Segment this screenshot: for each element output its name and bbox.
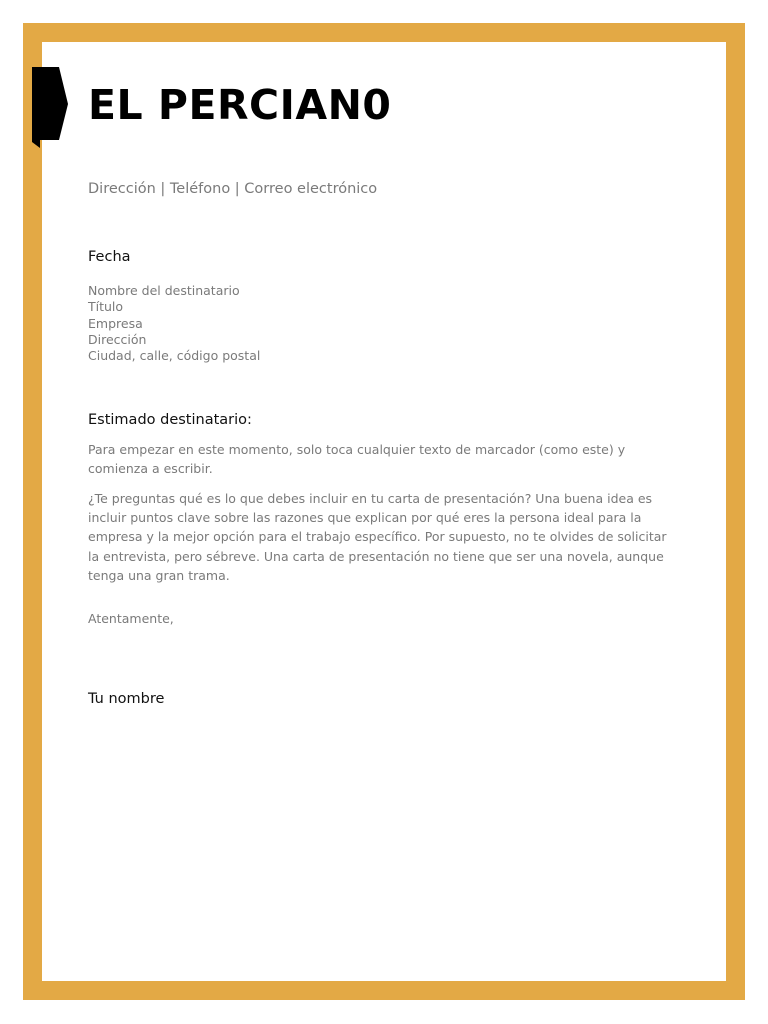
letter-date: Fecha	[88, 249, 131, 265]
bookmark-ribbon-icon	[32, 67, 68, 148]
closing-line: Atentamente,	[88, 611, 174, 626]
body-paragraph: ¿Te preguntas qué es lo que debes incluir en tu carta de presentación? Una buena idea es incluir puntos clave sobre las razones que explican por qué eres la persona ideal para la empresa y la mejor opción para el trabajo específico. Por supuesto, no te olvides de solicitar la entrevista, pero sébreve. Una carta de presentación no tiene que ser una novela, aunque tenga una gran trama.	[88, 491, 667, 583]
recipient-address-block	[88, 283, 260, 364]
recipient-title: Título	[88, 299, 124, 315]
signature-name: Tu nombre	[88, 691, 165, 707]
salutation: Estimado destinatario:	[88, 412, 252, 428]
recipient-name: Nombre del destinatario	[88, 283, 240, 298]
sender-name-heading: EL PERCIAN0	[88, 81, 392, 129]
recipient-company: Empresa	[88, 315, 143, 331]
contact-info-line: Dirección | Teléfono | Correo electrónico	[88, 181, 378, 197]
recipient-city-postal: Ciudad, calle, código postal	[88, 348, 261, 364]
recipient-address: Dirección	[88, 331, 147, 347]
body-paragraph: Para empezar en este momento, solo toca cualquier texto de marcador (como este) y comienza a escribir.	[88, 442, 626, 477]
